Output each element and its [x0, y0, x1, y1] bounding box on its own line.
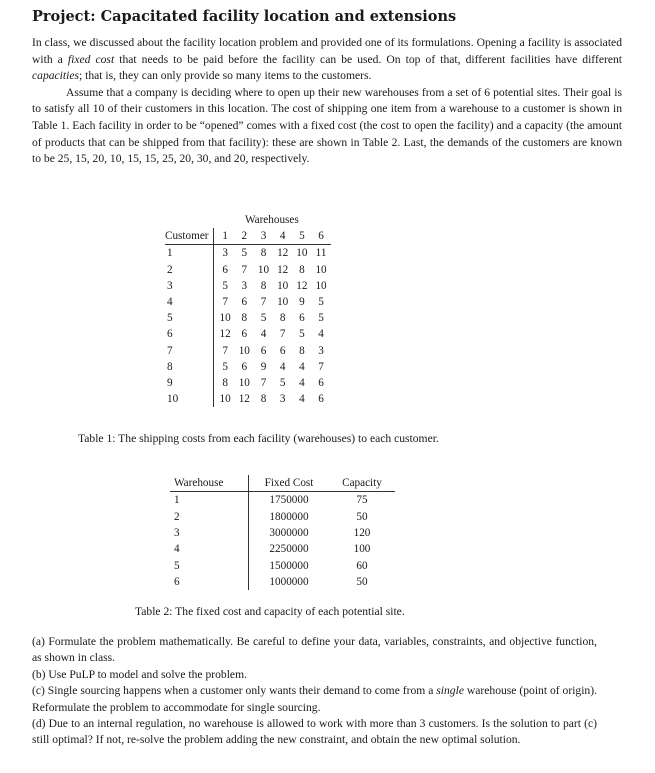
- customer-cell: 9: [165, 375, 213, 391]
- cost-cell: 6: [241, 360, 248, 373]
- cost-cell: 5: [279, 376, 286, 389]
- table1-body: [165, 245, 331, 407]
- cost-cell: 8: [299, 344, 305, 357]
- cost-cell: 7: [222, 296, 228, 309]
- cost-cell: 3: [222, 247, 228, 260]
- customer-cell: 2: [165, 262, 213, 278]
- customer-cell: 3: [165, 278, 213, 294]
- warehouse-id-cell: 2: [170, 509, 249, 525]
- table-row: [170, 525, 395, 541]
- warehouse-id-cell: 1: [170, 492, 249, 509]
- table-row: [165, 310, 331, 326]
- capacities-term: capacities: [32, 69, 80, 83]
- cost-cell: 6: [299, 312, 305, 325]
- capacity-cell: 50: [356, 575, 368, 588]
- customer-cell: 6: [165, 326, 213, 342]
- cost-cell: 8: [260, 279, 267, 292]
- table-row: [170, 574, 395, 590]
- fixed-cost-cell: 2250000: [269, 543, 309, 556]
- cost-cell: 8: [299, 263, 305, 276]
- cost-cell: 10: [277, 279, 289, 292]
- cost-cell: 7: [241, 263, 248, 276]
- customer-cell: 5: [165, 310, 213, 326]
- question-a: (a) Formulate the problem mathematically. Be careful to define your data, variables, constraints, and objective function, as shown in class.: [32, 635, 597, 665]
- fixed-cost-capacity-table: [170, 475, 395, 590]
- cost-cell: 10: [296, 247, 308, 260]
- capacity-header: Capacity: [329, 475, 395, 492]
- cost-cell: 7: [222, 344, 228, 357]
- fixed-cost-term: fixed cost: [67, 52, 115, 66]
- table2-body: [170, 492, 395, 590]
- cost-cell: 4: [260, 328, 267, 341]
- warehouse-id-cell: 5: [170, 557, 249, 573]
- warehouse-column-header: 5: [292, 228, 311, 245]
- question-c-text-2: warehouse (point of origin). Reformulate the problem to accommodate for single sourcing.: [32, 684, 597, 714]
- cost-cell: 10: [219, 393, 231, 406]
- capacity-cell: 60: [356, 559, 368, 572]
- fixed-cost-cell: 1500000: [269, 559, 309, 572]
- cost-cell: 7: [318, 360, 324, 373]
- warehouses-group-header: Warehouses: [244, 214, 299, 227]
- cost-cell: 10: [277, 296, 289, 309]
- customer-column-header: Customer: [165, 228, 213, 245]
- cost-cell: 12: [238, 393, 250, 406]
- table-row: [165, 278, 331, 294]
- cost-cell: 8: [260, 393, 267, 406]
- cost-cell: 5: [260, 312, 267, 325]
- cost-cell: 4: [279, 360, 286, 373]
- fixed-cost-header: Fixed Cost: [249, 475, 330, 492]
- cost-cell: 8: [260, 247, 267, 260]
- assumption-paragraph: Assume that a company is deciding where to open up their new warehouses from a set of 6 potential sites. Their goal is to satisfy all 10 of their customers in this location. The cost of shipping one item from a warehouse to a customer is shown in Table 1. Each facility in order to be “opened” comes with a fixed cost (the cost to open the facility) and a capacity (the amount of products that can be shipped from that facility): these are shown in Table 2. Last, the demands of the customers are known to be 25, 15, 20, 10, 15, 15, 25, 20, 30, and 20, respectively.: [32, 85, 622, 166]
- capacity-cell: 75: [356, 494, 368, 507]
- table-row: [165, 343, 331, 359]
- cost-cell: 12: [277, 247, 289, 260]
- cost-cell: 10: [238, 344, 250, 357]
- question-c: [32, 683, 597, 716]
- cost-cell: 5: [318, 312, 324, 325]
- cost-cell: 4: [299, 360, 305, 373]
- cost-cell: 12: [296, 279, 308, 292]
- cost-cell: 6: [241, 328, 248, 341]
- cost-cell: 6: [222, 263, 228, 276]
- cost-cell: 10: [238, 376, 250, 389]
- question-b: (b) Use PuLP to model and solve the problem.: [32, 667, 247, 681]
- fixed-cost-cell: 1800000: [269, 510, 309, 523]
- intro-paragraph: [32, 35, 622, 85]
- table1-caption: Table 1: The shipping costs from each facility (warehouses) to each customer.: [78, 432, 439, 445]
- cost-cell: 3: [279, 393, 286, 406]
- table-row: [165, 294, 331, 310]
- capacity-cell: 120: [353, 527, 371, 540]
- cost-cell: 9: [260, 360, 267, 373]
- cost-cell: 6: [318, 376, 324, 389]
- cost-cell: 6: [318, 393, 324, 406]
- cost-cell: 8: [222, 376, 228, 389]
- cost-cell: 6: [260, 344, 267, 357]
- fixed-cost-cell: 1750000: [269, 494, 309, 507]
- single-term: single: [436, 684, 464, 698]
- warehouse-column-header: 6: [311, 228, 330, 245]
- cost-cell: 3: [241, 279, 248, 292]
- cost-cell: 5: [241, 247, 248, 260]
- table1-group-header-row: [165, 212, 331, 228]
- cost-cell: 3: [318, 344, 324, 357]
- warehouse-column-header: 1: [213, 228, 235, 245]
- cost-cell: 4: [318, 328, 324, 341]
- cost-cell: 5: [222, 360, 228, 373]
- intro-text-b: that needs to be paid before the facility can be used. On top of that, different facilities have different: [114, 52, 622, 66]
- warehouse-column-header: 2: [235, 228, 254, 245]
- warehouse-id-cell: 3: [170, 525, 249, 541]
- table-row: [170, 509, 395, 525]
- fixed-cost-cell: 3000000: [269, 527, 309, 540]
- customer-cell: 10: [165, 391, 213, 407]
- cost-cell: 10: [257, 263, 270, 276]
- warehouse-id-cell: 4: [170, 541, 249, 557]
- table-row: [170, 541, 395, 557]
- cost-cell: 12: [277, 263, 289, 276]
- questions-section: [32, 634, 597, 749]
- warehouse-column-header: 4: [273, 228, 292, 245]
- cost-cell: 5: [318, 296, 324, 309]
- shipping-cost-table: [165, 212, 331, 407]
- cost-cell: 10: [315, 263, 327, 276]
- table-row: [165, 326, 331, 342]
- table-row: [170, 557, 395, 573]
- cost-cell: 7: [279, 328, 286, 341]
- cost-cell: 7: [260, 296, 267, 309]
- table-row: [165, 391, 331, 407]
- project-title: Project: Capacitated facility location and extensions: [32, 8, 457, 25]
- capacity-cell: 50: [356, 510, 368, 523]
- table-row: [165, 262, 331, 278]
- table2-header-row: [170, 475, 395, 492]
- cost-cell: 8: [241, 312, 248, 325]
- customer-cell: 7: [165, 343, 213, 359]
- customer-cell: 1: [165, 245, 213, 262]
- fixed-cost-cell: 1000000: [269, 575, 309, 588]
- question-c-text-1: (c) Single sourcing happens when a customer only wants their demand to come from a: [32, 684, 437, 698]
- customer-cell: 8: [165, 359, 213, 375]
- table-row: [170, 492, 395, 509]
- table-row: [165, 375, 331, 391]
- cost-cell: 9: [299, 296, 305, 309]
- cost-cell: 6: [241, 296, 248, 309]
- cost-cell: 8: [279, 312, 286, 325]
- document-page: [32, 8, 622, 168]
- capacity-cell: 100: [353, 543, 371, 556]
- cost-cell: 4: [299, 393, 305, 406]
- question-d: (d) Due to an internal regulation, no warehouse is allowed to work with more than 3 customers. Is the solution to part (c) still optimal? If not, re-solve the problem adding the new constraint, and obtain the new optimal solution.: [32, 717, 597, 747]
- warehouse-id-cell: 6: [170, 574, 249, 590]
- cost-cell: 7: [260, 376, 267, 389]
- cost-cell: 10: [219, 312, 231, 325]
- cost-cell: 5: [299, 328, 305, 341]
- table2-caption: Table 2: The fixed cost and capacity of each potential site.: [135, 605, 405, 618]
- cost-cell: 10: [315, 279, 327, 292]
- intro-text-a: In class, we discussed about the facility location problem and provided one of its formulations. Opening a facility is associated with a: [32, 36, 622, 66]
- cost-cell: 12: [219, 328, 231, 341]
- intro-text-c: ; that is, they can only provide so many items to the customers.: [79, 69, 372, 83]
- warehouse-column-header: 3: [254, 228, 273, 245]
- table-row: [165, 359, 331, 375]
- cost-cell: 6: [279, 344, 286, 357]
- cost-cell: 4: [299, 376, 305, 389]
- customer-cell: 4: [165, 294, 213, 310]
- table-row: [165, 245, 331, 262]
- cost-cell: 5: [222, 279, 228, 292]
- cost-cell: 11: [315, 247, 327, 260]
- warehouse-header: Warehouse: [170, 475, 249, 492]
- table1-header-row: [165, 228, 331, 245]
